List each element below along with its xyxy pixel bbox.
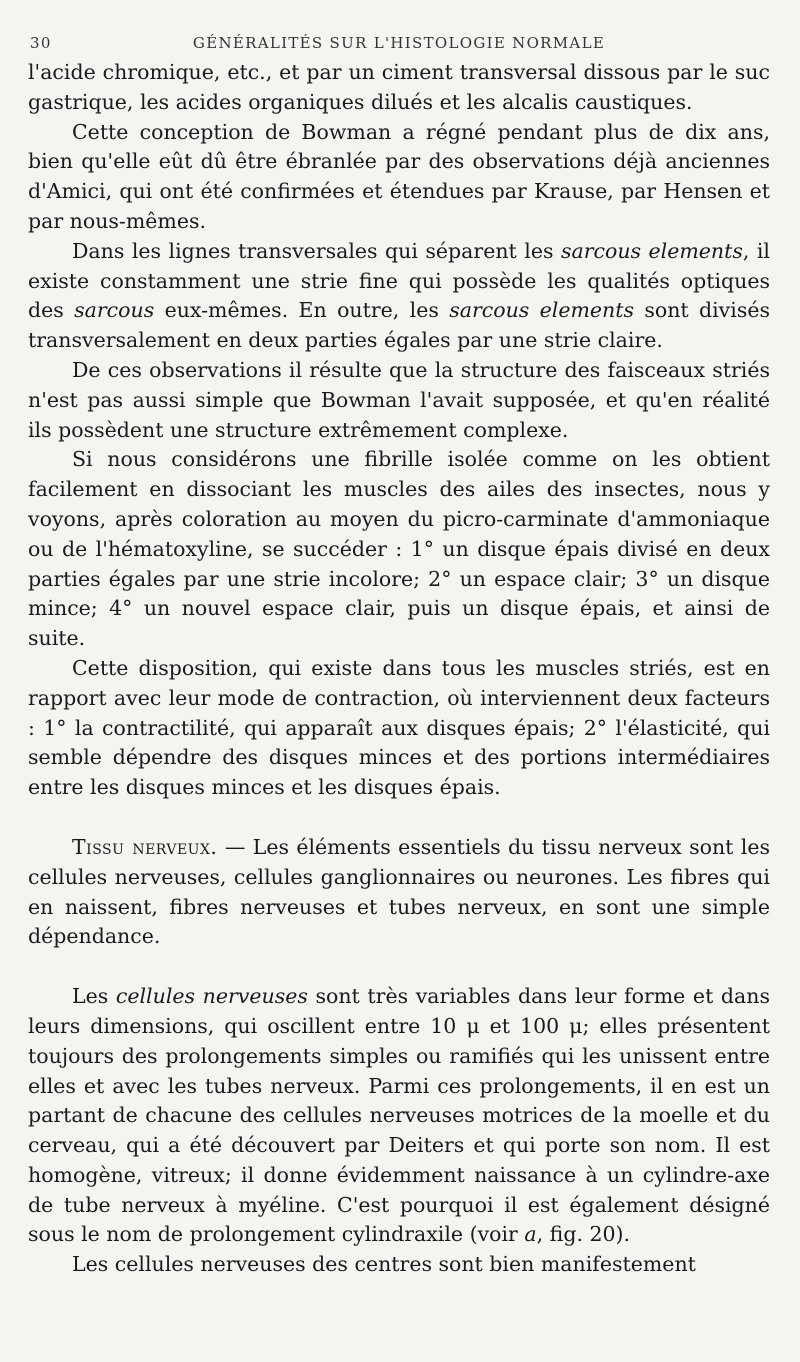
italic-term: sarcous [74,298,155,323]
italic-term: sarcous elements [560,238,743,263]
body-text [28,58,770,1280]
italic-term: cellules nerveuses [115,984,308,1009]
italic-term: a [524,1222,537,1247]
section-heading: Tissu nerveux. [72,834,218,859]
paragraph-1: l'acide chromique, etc., et par un ciment transversal dissous par le suc gastrique, les acides organiques dilués et les alcalis caustiques. [28,60,770,114]
paragraph-3: Dans les lignes transversales qui séparent les sarcous elements, il existe constamment une strie fine qui possède les qualités optiques des sarcous eux-mêmes. En outre, les sarcous elements sont divisés transversalement en deux parties égales par une strie claire. [28,238,770,353]
section-gap [28,803,770,833]
paragraph-9: Les cellules nerveuses des centres sont bien manifestement [72,1252,696,1277]
paragraph-4: De ces observations il résulte que la structure des faisceaux striés n'est pas aussi simple que Bowman l'avait supposée, et qu'en réalité ils possèdent une structure extrêmement complexe. [28,357,770,442]
page-number: 30 [30,34,52,52]
paragraph-8: Les cellules nerveuses sont très variables dans leur forme et dans leurs dimensions, qui oscillent entre 10 μ et 100 μ; elles présentent toujours des prolongements simples ou ramifiés qui les unissent entre elles et avec les tubes nerveux. Parmi ces prolongements, il en est un partant de chacune des cellules nerveuses motrices de la moelle et du cerveau, qui a été découvert par Deiters et qui porte son nom. Il est homogène, vitreux; il donne évidemment naissance à un cylindre-axe de tube nerveux à myéline. C'est pourquoi il est également désigné sous le nom de prolongement cylindraxile (voir a, fig. 20). [28,984,770,1247]
paragraph-5: Si nous considérons une fibrille isolée comme on les obtient facilement en dissociant les muscles des ailes des insectes, nous y voyons, après coloration au moyen du picro-carminate d'ammoniaque ou de l'hématoxyline, se succéder : 1° un disque épais divisé en deux parties égales par une strie incolore; 2° un espace clair; 3° un disque mince; 4° un nouvel espace clair, puis un disque épais, et ainsi de suite. [28,447,770,651]
running-head-title: GÉNÉRALITÉS SUR L'HISTOLOGIE NORMALE [192,34,606,52]
paragraph-2: Cette conception de Bowman a régné pendant plus de dix ans, bien qu'elle eût dû être ébranlée par des observations déjà anciennes d'Amici, qui ont été confirmées et étendues par Krause, par Hensen et par nous-mêmes. [28,119,770,233]
paragraph-6: Cette disposition, qui existe dans tous les muscles striés, est en rapport avec leur mode de contraction, où interviennent deux facteurs : 1° la contractilité, qui apparaît aux disques épais; 2° l'élasticité, qui semble dépendre des disques minces et des portions intermédiaires entre les disques minces et les disques épais. [28,655,770,800]
running-head [28,28,770,58]
section-gap [28,952,770,982]
paragraph-7: Tissu nerveux. — Les éléments essentiels du tissu nerveux sont les cellules nerveuses, cellules ganglionnaires ou neurones. Les fibres qui en naissent, fibres nerveuses et tubes nerveux, en sont une simple dépendance. [28,834,771,949]
italic-term: sarcous elements [449,298,634,323]
